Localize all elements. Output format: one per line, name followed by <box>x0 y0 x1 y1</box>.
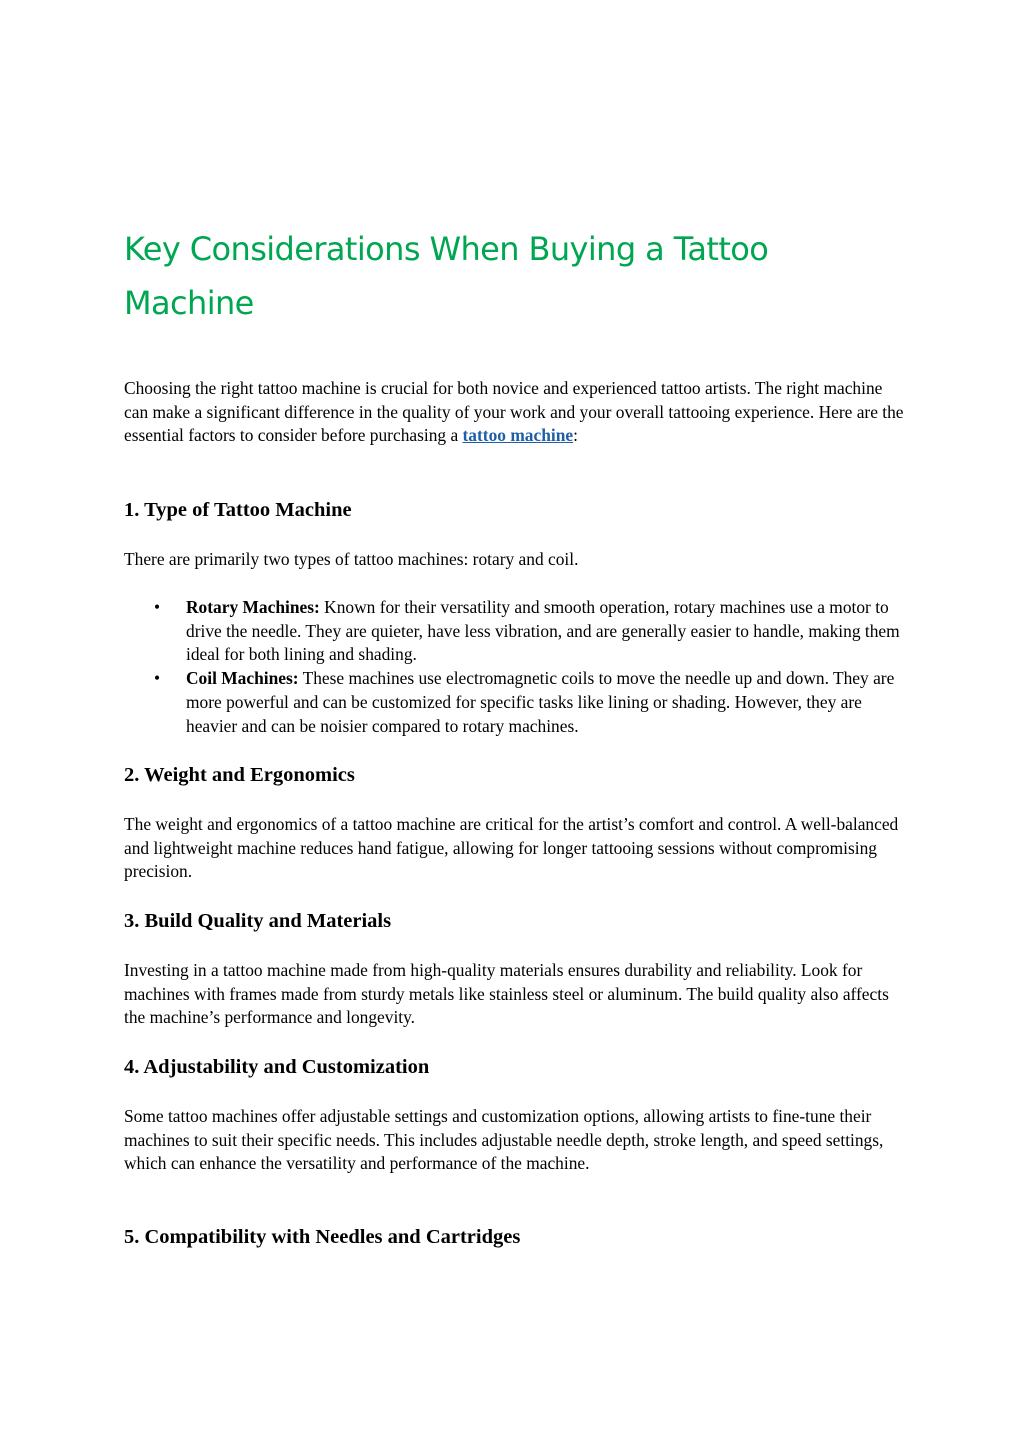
section-body-weight: The weight and ergonomics of a tattoo machine are critical for the artist’s comfort and control. A well-balanced and lightweight machine reduces hand fatigue, allowing for longer tattooing sessions without compromising precision. <box>124 814 899 882</box>
section-body-build: Investing in a tattoo machine made from high-quality materials ensures durability and reliability. Look for machines with frames made from sturdy metals like stainless steel or aluminum. The build quality also affects the machine’s performance and longevity. <box>124 960 889 1028</box>
list-item-label: Rotary Machines: <box>186 597 320 617</box>
section-body-adjustability: Some tattoo machines offer adjustable settings and customization options, allowing artists to fine-tune their machines to suit their specific needs. This includes adjustable needle depth, stroke length, and speed settings, which can enhance the versatility and performance of the machine. <box>124 1106 884 1174</box>
page-title: Key Considerations When Buying a Tattoo Machine <box>124 230 769 322</box>
tattoo-machine-link[interactable]: tattoo machine <box>462 425 574 446</box>
bullet-icon: • <box>154 668 161 689</box>
list-item-text: Known for their versatility and smooth operation, rotary machines use a motor to drive the needle. They are quieter, have less vibration, and are generally easier to handle, making them ideal for both lining and shading. <box>186 597 900 665</box>
section-heading-type: 1. Type of Tattoo Machine <box>124 499 352 521</box>
bullet-icon: • <box>154 597 161 617</box>
list-item <box>124 667 904 738</box>
list-item-text: These machines use electromagnetic coils to move the needle up and down. They are more powerful and can be customized for specific tasks like lining or shading. However, they are heavier and can be noisier compared to rotary machines. <box>186 668 895 736</box>
section-heading-build: 3. Build Quality and Materials <box>124 910 392 932</box>
section-heading-weight: 2. Weight and Ergonomics <box>124 764 355 786</box>
section-heading-compatibility: 5. Compatibility with Needles and Cartridges <box>124 1226 521 1248</box>
section-body-type: There are primarily two types of tattoo machines: rotary and coil. <box>124 549 579 569</box>
list-item-label: Coil Machines: <box>186 668 299 689</box>
intro-paragraph <box>124 377 904 448</box>
list-item <box>124 596 904 667</box>
intro-text: Choosing the right tattoo machine is crucial for both novice and experienced tattoo artists. The right machine can make a significant difference in the quality of your work and your overall tattooing experience. Here are the essential factors to consider before purchasing a <box>124 378 904 446</box>
section-heading-adjustability: 4. Adjustability and Customization <box>124 1056 430 1078</box>
machine-types-list <box>124 596 904 738</box>
intro-tail: : <box>573 425 578 446</box>
